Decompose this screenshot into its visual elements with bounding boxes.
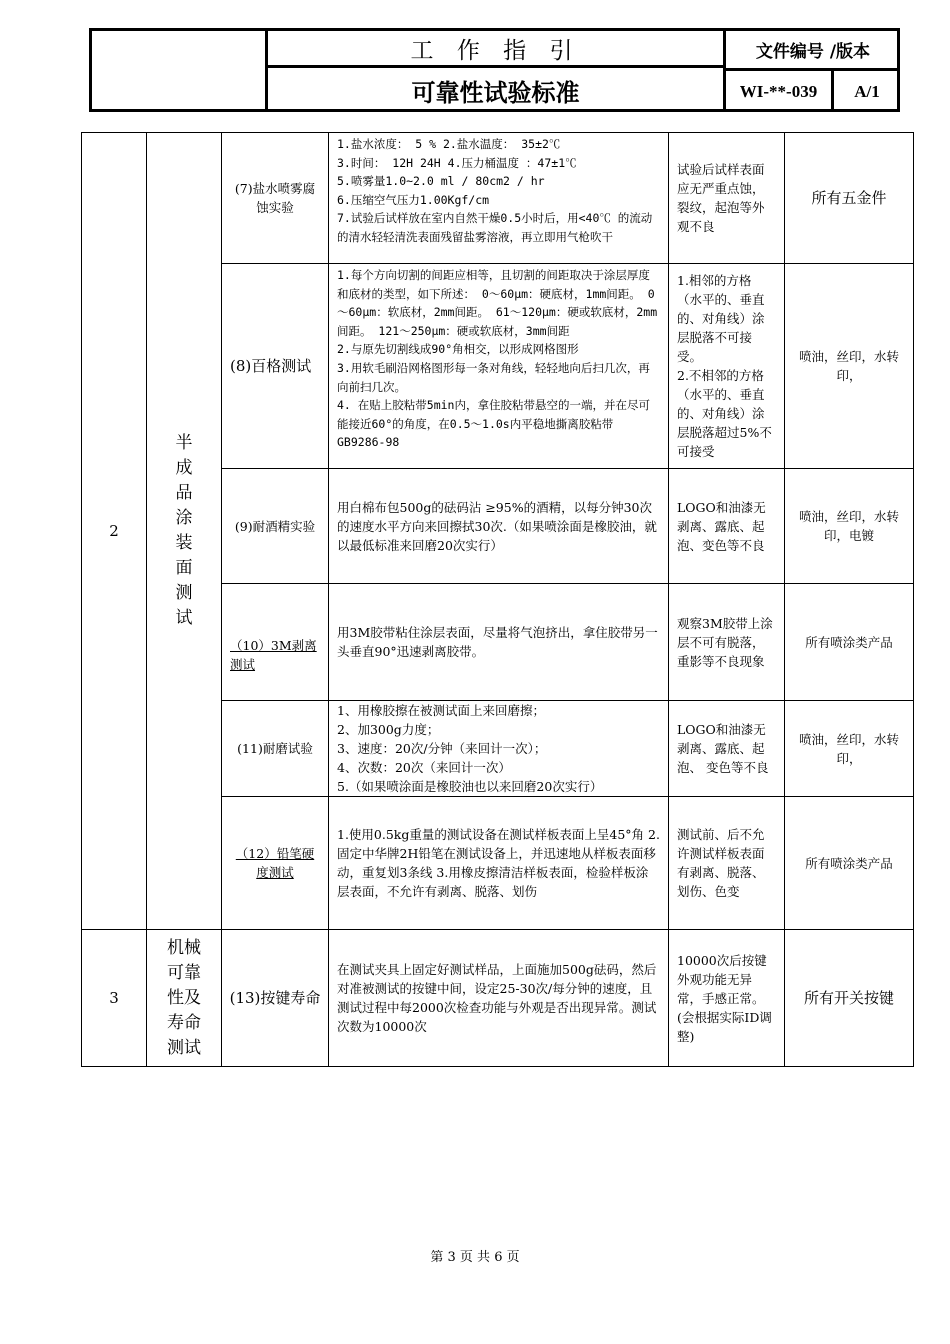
document-title: 可靠性试验标准 <box>411 78 580 107</box>
test-scope: 所有喷涂类产品 <box>805 855 893 871</box>
test-method: 用3M胶带粘住涂层表面，尽量将气泡挤出，拿住胶带另一头垂直90°迅速剥离胶带。 <box>337 625 658 659</box>
doc-version: A/1 <box>854 81 880 101</box>
test-criteria: 测试前、后不允许测试样板表面有剥离、脱落、划伤、色变 <box>677 827 765 899</box>
section-category: 机械可靠性及寿命测试 <box>167 937 201 1058</box>
test-name: (13)按键寿命 <box>229 989 321 1007</box>
test-scope: 喷油，丝印，水转印， <box>798 349 899 383</box>
test-name: (9)耐酒精实验 <box>234 518 316 534</box>
page-number: 第 3 页 共 6 页 <box>430 1250 520 1265</box>
document-header <box>89 28 900 112</box>
test-criteria: 试验后试样表面应无严重点蚀，裂纹，起泡等外观不良 <box>677 162 765 234</box>
test-method: 1.盐水浓度： 5 % 2.盐水温度： 35±2℃ 3.时间： 12H 24H 4.压力桶温度 ：47±1℃ 5.喷雾量1.0~2.0 ml / 80cm2 / hr 6.压缩空气压力1.00Kgf/cm 7.试验后试样放在室内自然干燥0.5小时后，用<40℃ 的流动的清水轻轻清洗表面残留盐雾溶液，再立即用气枪吹干 <box>337 137 653 244</box>
test-name: (11)耐磨试验 <box>237 741 313 756</box>
test-criteria: 10000次后按键外观功能无异常，手感正常。(会根据实际ID调整) <box>677 952 772 1044</box>
section-number: 2 <box>109 522 119 540</box>
section-category: 半成品涂装面测试 <box>175 433 193 628</box>
test-name: （12）铅笔硬度测试 <box>235 846 315 880</box>
test-scope: 所有喷涂类产品 <box>805 634 893 650</box>
test-scope: 所有五金件 <box>811 189 887 207</box>
test-criteria: LOGO和油漆无剥离、露底、起泡、 变色等不良 <box>677 722 769 775</box>
test-method: 在测试夹具上固定好测试样品，上面施加500g砝码，然后对准被测试的按键中间，设定25-30次/每分钟的速度，且测试过程中每2000次检查功能与外观是否出现异常。测试次数为10000次 <box>337 962 657 1034</box>
test-method: 1.使用0.5kg重量的测试设备在测试样板表面上呈45°角 2.固定中华牌2H铅笔在测试设备上，并迅速地从样板表面移动，重复划3条线 3.用橡皮擦清洁样板表面，检验样板涂层表面，不允许有剥离、脱落、划伤 <box>337 827 660 899</box>
test-criteria: 1.相邻的方格（水平的、垂直的、对角线）涂层脱落不可接受。 2.不相邻的方格（水平的、垂直的、对角线）涂层脱落超过5%不可接受 <box>677 273 772 459</box>
doc-number-label: 文件编号 /版本 <box>755 42 871 62</box>
test-name: (7)盐水喷雾腐蚀实验 <box>234 181 316 215</box>
section-number: 3 <box>109 989 119 1007</box>
test-scope: 喷油，丝印，水转印，电镀 <box>798 509 899 543</box>
reliability-test-table <box>81 132 914 1067</box>
document-type-title: 工 作 指 引 <box>410 37 581 64</box>
test-scope: 所有开关按键 <box>803 989 894 1007</box>
test-scope: 喷油，丝印，水转印， <box>798 731 899 766</box>
test-name: （10）3M剥离测试 <box>230 638 317 672</box>
doc-number: WI-**-039 <box>739 81 818 101</box>
test-method: 用白棉布包500g的砝码沾 ≥95%的酒精，以每分钟30次的速度水平方向来回擦拭30次.（如果喷涂面是橡胶油，就以最低标准来回磨20次实行） <box>337 499 657 553</box>
test-method: 1.每个方向切割的间距应相等，且切割的间距取决于涂层厚度和底材的类型，如下所述： 0～60μm：硬底材，1mm间距。 0～60μm：软底材，2mm间距。 61～120μm：硬或软底材，2mm间距。 121～250μm：硬或软底材，3mm间距 2.与原先切割线成90°角相交，以形成网格图形 3.用软毛刷沿网格图形每一条对角线，轻轻地向后扫几次，再向前扫几次。 4. 在贴上胶粘带5min内，拿住胶粘带悬空的一端，并在尽可能接近60°的角度，在0.5～1.0s内平稳地撕离胶粘带 GB9286-98 <box>337 268 658 450</box>
test-criteria: 观察3M胶带上涂层不可有脱落，重影等不良现象 <box>677 615 773 669</box>
test-name: (8)百格测试 <box>230 357 312 375</box>
test-method: 1、用橡胶擦在被测试面上来回磨擦； 2、加300g力度； 3、速度：20次/分钟（来回计一次）； 4、次数：20次（来回计一次） 5.（如果喷涂面是橡胶油也以来回磨20次实行） <box>337 703 603 794</box>
test-criteria: LOGO和油漆无剥离、露底、起泡、变色等不良 <box>677 499 766 553</box>
